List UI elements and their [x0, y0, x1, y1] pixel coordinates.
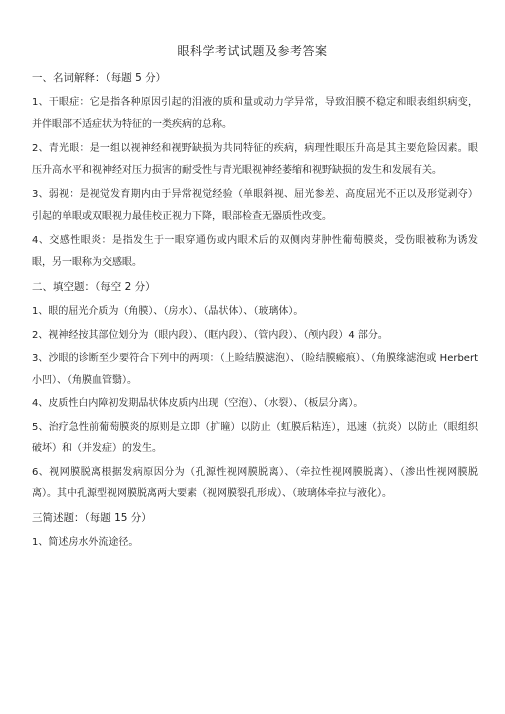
fill-in-item: 2、视神经按其部位划分为（眼内段）、（眶内段）、（管内段）、（颅内段）4 部分。 — [32, 329, 388, 341]
fill-in-item: 1、眼的屈光介质为（角膜）、（房水）、（晶状体）、（玻璃体）。 — [32, 306, 304, 317]
fill-in-item: 4、皮质性白内障初发期晶状体皮质内出现（空泡）、（水裂）、（板层分离）。 — [32, 398, 364, 409]
document-body — [32, 67, 478, 556]
fill-in-item: 3、沙眼的诊断至少要符合下列中的两项：（上睑结膜滤泡）、（睑结膜瘢痕）、（角膜缘滤泡或 Herbert 小凹）、（角膜血管翳）。 — [32, 353, 478, 386]
definition-item: 3、弱视：是视觉发育期内由于异常视觉经验（单眼斜视、屈光参差、高度屈光不正以及形觉剥夺）引起的单眼或双眼视力最佳校正视力下降，眼部检查无器质性改变。 — [32, 189, 478, 222]
fill-in-item: 6、视网膜脱离根据发病原因分为（孔源性视网膜脱离）、（牵拉性视网膜脱离）、（渗出性视网膜脱离）。其中孔源型视网膜脱离两大要素（视网膜裂孔形成）、（玻璃体牵拉与液化）。 — [32, 466, 478, 499]
definition-item: 1、干眼症：它是指各种原因引起的泪液的质和量或动力学异常，导致泪膜不稳定和眼表组织病变，并伴眼部不适症状为特征的一类疾病的总称。 — [32, 97, 478, 130]
document-title: 眼科学考试试题及参考答案 — [177, 44, 328, 58]
definition-item: 2、青光眼：是一组以视神经和视野缺损为共同特征的疾病，病理性眼压升高是其主要危险因素。眼压升高水平和视神经对压力损害的耐受性与青光眼视神经萎缩和视野缺损的发生和发展有关。 — [32, 143, 478, 176]
section-heading-short-answer: 三简述题：（每题 15 分） — [32, 511, 152, 524]
fill-in-item: 5、治疗急性前葡萄膜炎的原则是立即（扩瞳）以防止（虹膜后粘连），迅速（抗炎）以防止（眼组织破坏）和（并发症）的发生。 — [32, 421, 478, 454]
short-answer-item: 1、简述房水外流途径。 — [32, 536, 139, 548]
definition-item: 4、交感性眼炎：是指发生于一眼穿通伤或内眼术后的双侧肉芽肿性葡萄膜炎，受伤眼被称为诱发眼，另一眼称为交感眼。 — [32, 235, 478, 268]
section-heading-fill-in: 二、填空题：（每空 2 分） — [32, 281, 156, 293]
section-heading-definitions: 一、名词解释：（每题 5 分） — [32, 72, 167, 84]
